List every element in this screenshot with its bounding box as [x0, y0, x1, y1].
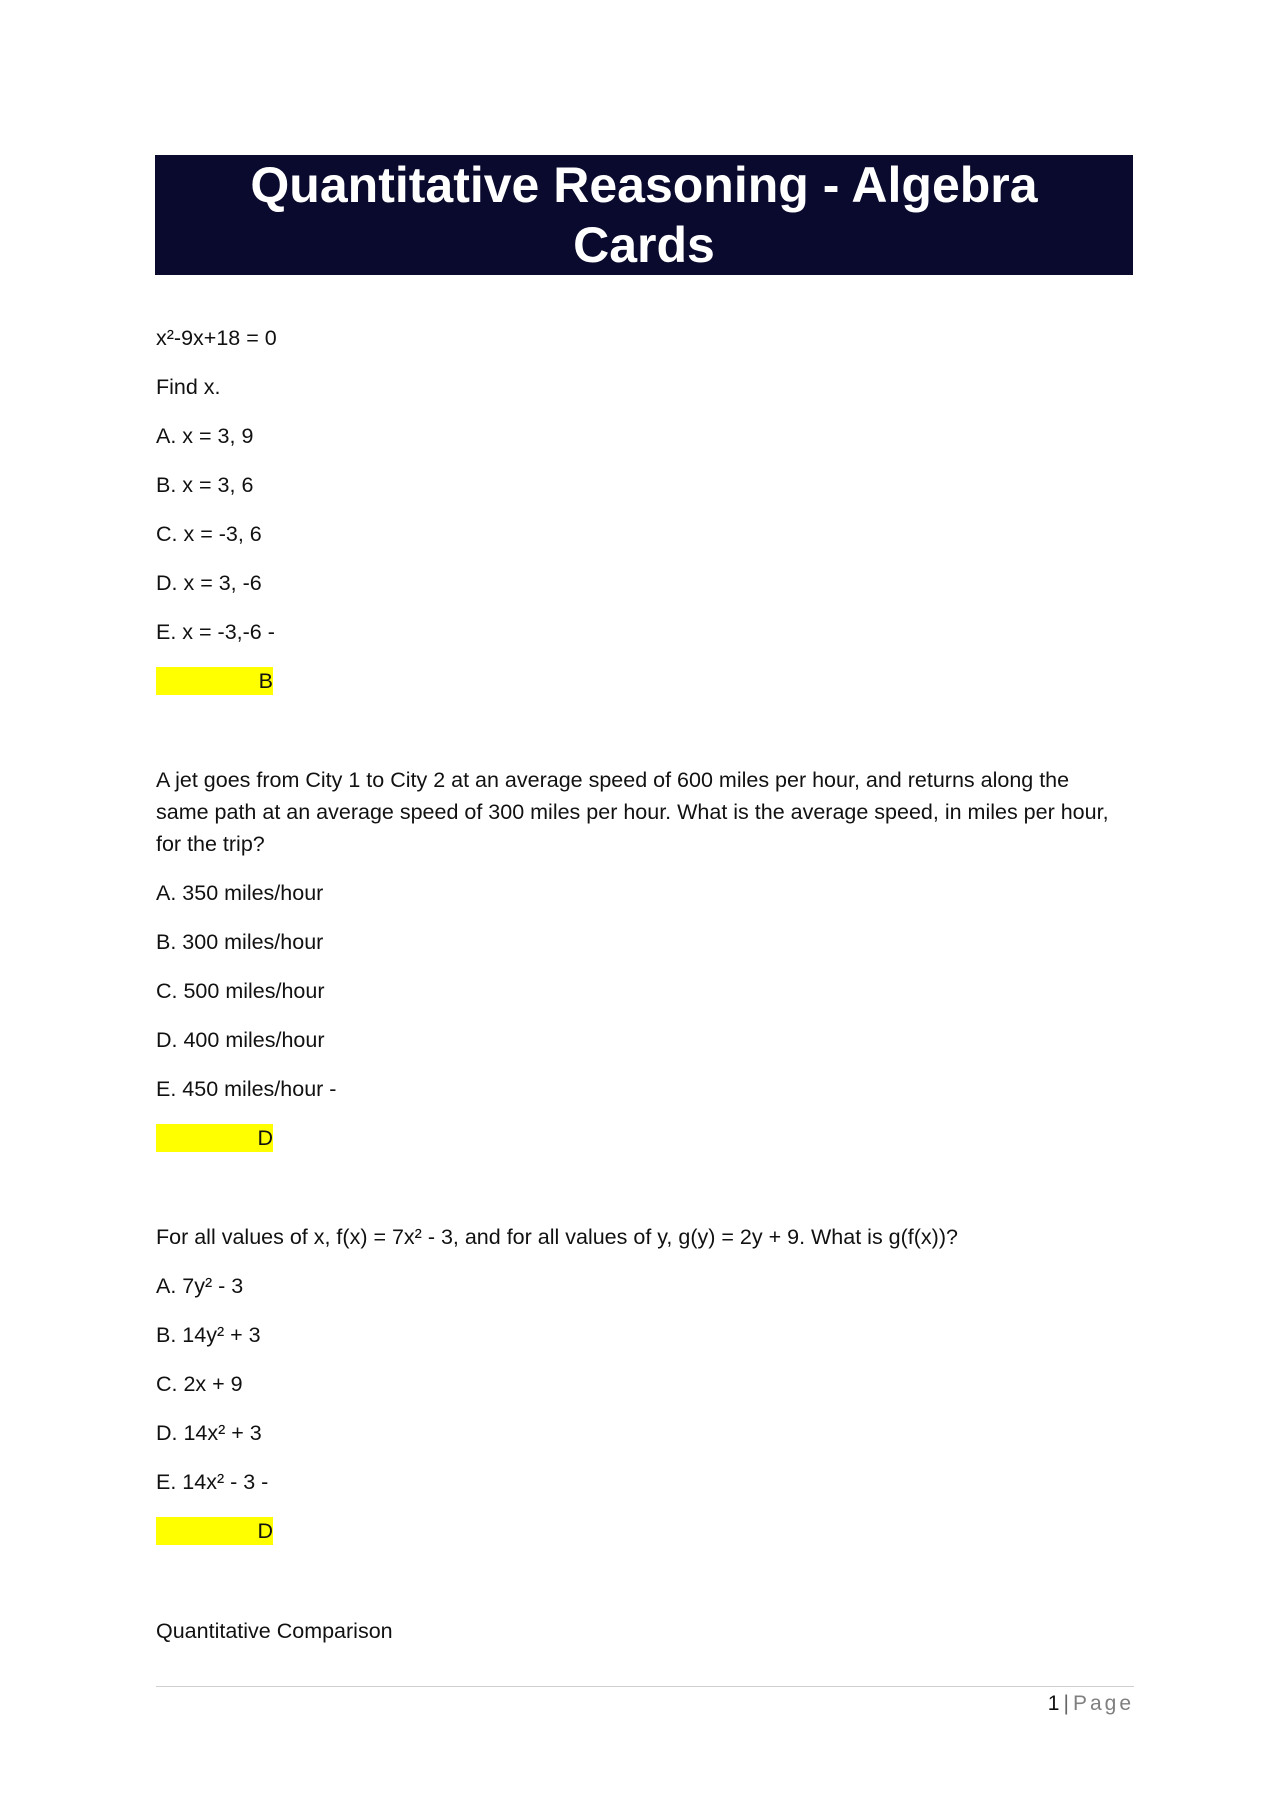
q1-option-d: D. x = 3, -6: [156, 571, 262, 595]
footer-divider: [156, 1686, 1134, 1687]
q2-option-a: A. 350 miles/hour: [156, 881, 324, 905]
q1-option-e: E. x = -3,-6 -: [156, 620, 275, 644]
document-body: [156, 322, 1126, 1664]
section-heading: Quantitative Comparison: [156, 1619, 393, 1643]
title-banner: [155, 155, 1133, 275]
q3-answer-highlight: D: [156, 1517, 273, 1545]
q2-answer-row: [156, 1124, 1126, 1152]
q2-answer-highlight: D: [156, 1124, 273, 1152]
q2-prompt: A jet goes from City 1 to City 2 at an average speed of 600 miles per hour, and returns along the same path at an average speed of 300 miles per hour. What is the average speed, in miles per hour, for the trip?: [156, 768, 1109, 856]
title-line-2: Cards: [573, 217, 715, 273]
q1-option-b: B. x = 3, 6: [156, 473, 254, 497]
q1-answer-highlight: B: [156, 667, 273, 695]
q3-option-a: A. 7y² - 3: [156, 1274, 244, 1298]
footer-separator: |: [1063, 1692, 1069, 1715]
q3-option-b: B. 14y² + 3: [156, 1323, 261, 1347]
q1-option-c: C. x = -3, 6: [156, 522, 262, 546]
q3-option-e: E. 14x² - 3 -: [156, 1470, 269, 1494]
q1-answer-row: [156, 667, 1126, 695]
q3-option-d: D. 14x² + 3: [156, 1421, 262, 1445]
q2-option-e: E. 450 miles/hour -: [156, 1077, 337, 1101]
q2-option-d: D. 400 miles/hour: [156, 1028, 325, 1052]
q3-prompt: For all values of x, f(x) = 7x² - 3, and for all values of y, g(y) = 2y + 9. What is g(f(x))?: [156, 1225, 958, 1249]
q1-equation: x²-9x+18 = 0: [156, 326, 277, 350]
page-label: Page: [1072, 1692, 1134, 1715]
q3-answer-row: [156, 1517, 1126, 1545]
page-number: 1: [1047, 1692, 1060, 1715]
q1-option-a: A. x = 3, 9: [156, 424, 254, 448]
title-line-1: Quantitative Reasoning - Algebra: [250, 157, 1038, 213]
q3-option-c: C. 2x + 9: [156, 1372, 243, 1396]
q2-option-c: C. 500 miles/hour: [156, 979, 325, 1003]
q1-prompt: Find x.: [156, 375, 221, 399]
q2-option-b: B. 300 miles/hour: [156, 930, 324, 954]
page-footer: [156, 1692, 1134, 1716]
